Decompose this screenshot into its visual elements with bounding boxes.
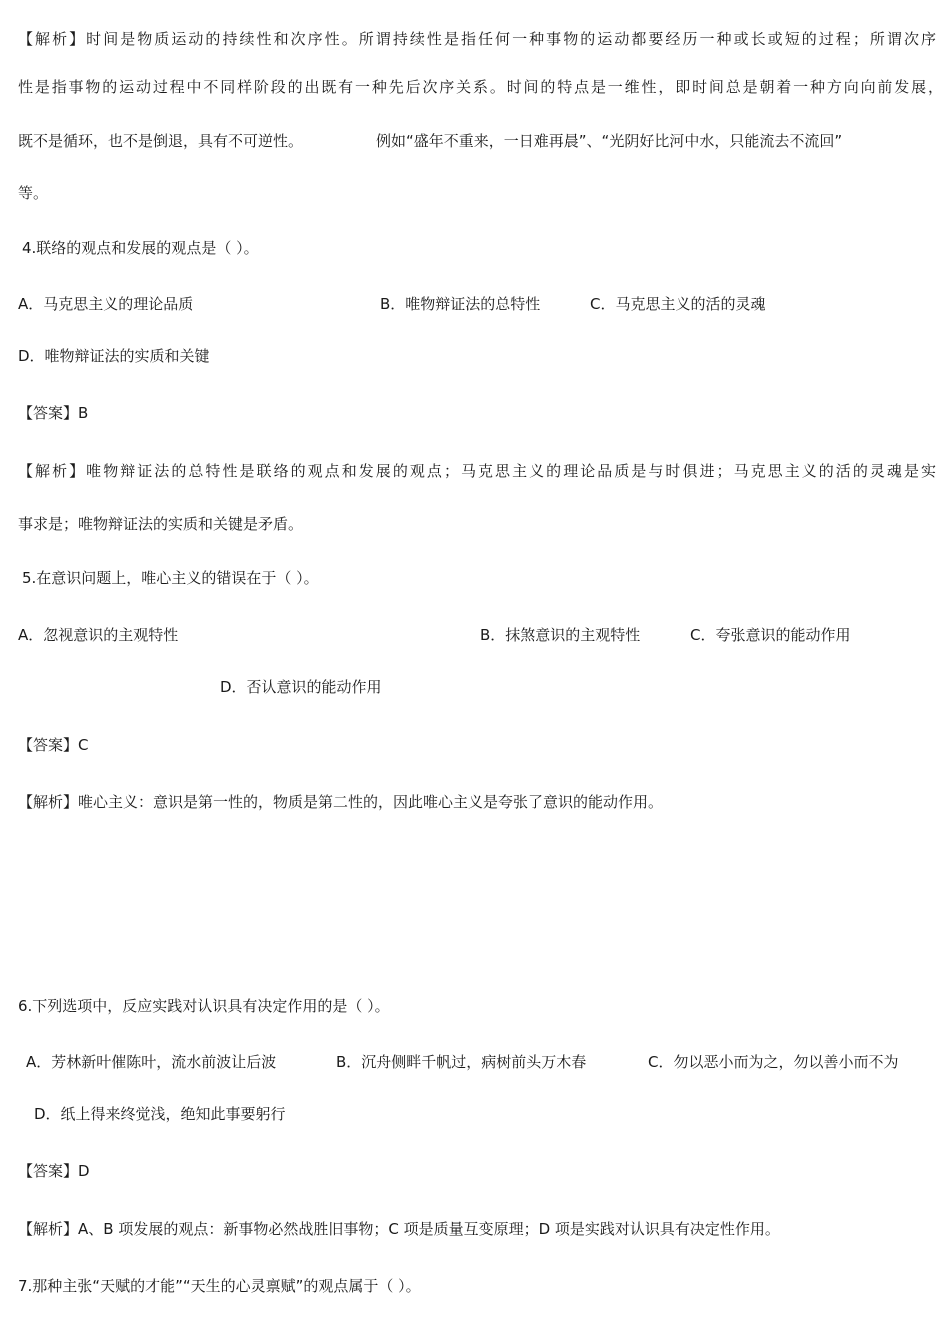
q3-analysis-example: 例如“盛年不重来，一日难再晨”、“光阴好比河中水，只能流去不流回” — [376, 132, 843, 150]
q4-option-a: A．马克思主义的理论品质 — [18, 295, 194, 313]
q4-option-d: D．唯物辩证法的实质和关键 — [18, 347, 210, 365]
q4-answer: 【答案】B — [18, 404, 89, 422]
q6-option-a: A．芳林新叶催陈叶，流水前波让后波 — [26, 1053, 277, 1071]
q5-option-c: C．夸张意识的能动作用 — [690, 626, 851, 644]
q6-question: 6.下列选项中，反应实践对认识具有决定作用的是（ ）。 — [18, 997, 390, 1015]
q5-option-d: D．否认意识的能动作用 — [220, 678, 382, 696]
q4-option-c: C．马克思主义的活的灵魂 — [590, 295, 766, 313]
q6-option-d: D．纸上得来终觉浅，绝知此事要躬行 — [34, 1105, 286, 1123]
q6-answer: 【答案】D — [18, 1162, 90, 1180]
q5-answer: 【答案】C — [18, 736, 89, 754]
q4-analysis-line-1: 【解析】唯物辩证法的总特性是联络的观点和发展的观点；马克思主义的理论品质是与时俱进；马克思主义的活的灵魂是实 — [18, 462, 936, 480]
q5-question: 5.在意识问题上，唯心主义的错误在于（ ）。 — [22, 569, 319, 587]
q6-option-b: B．沉舟侧畔千帆过，病树前头万木春 — [336, 1053, 587, 1071]
q4-question: 4.联络的观点和发展的观点是（ ）。 — [22, 239, 259, 257]
q4-analysis-line-2: 事求是；唯物辩证法的实质和关键是矛盾。 — [18, 515, 304, 533]
q7-question: 7.那种主张“天赋的才能”“天生的心灵禀赋”的观点属于（ ）。 — [18, 1277, 421, 1295]
q6-analysis: 【解析】A、B 项发展的观点：新事物必然战胜旧事物；C 项是质量互变原理；D 项是实践对认识具有决定性作用。 — [18, 1220, 780, 1238]
q5-option-a: A．忽视意识的主观特性 — [18, 626, 179, 644]
q3-analysis-line-4: 等。 — [18, 184, 49, 202]
q5-analysis: 【解析】唯心主义：意识是第一性的，物质是第二性的，因此唯心主义是夸张了意识的能动作用。 — [18, 793, 664, 811]
q3-analysis-line-3: 既不是循环，也不是倒退，具有不可逆性。 — [18, 132, 304, 150]
q3-analysis-line-2: 性是指事物的运动过程中不同样阶段的出既有一种先后次序关系。时间的特点是一维性，即时间总是朝着一种方向向前发展， — [18, 78, 943, 96]
q6-option-c: C．勿以恶小而为之，勿以善小而不为 — [648, 1053, 899, 1071]
q3-analysis-line-1: 【解析】时间是物质运动的持续性和次序性。所谓持续性是指任何一种事物的运动都要经历一种或长或短的过程；所谓次序 — [18, 30, 936, 48]
q4-option-b: B．唯物辩证法的总特性 — [380, 295, 541, 313]
q5-option-b: B．抹煞意识的主观特性 — [480, 626, 641, 644]
